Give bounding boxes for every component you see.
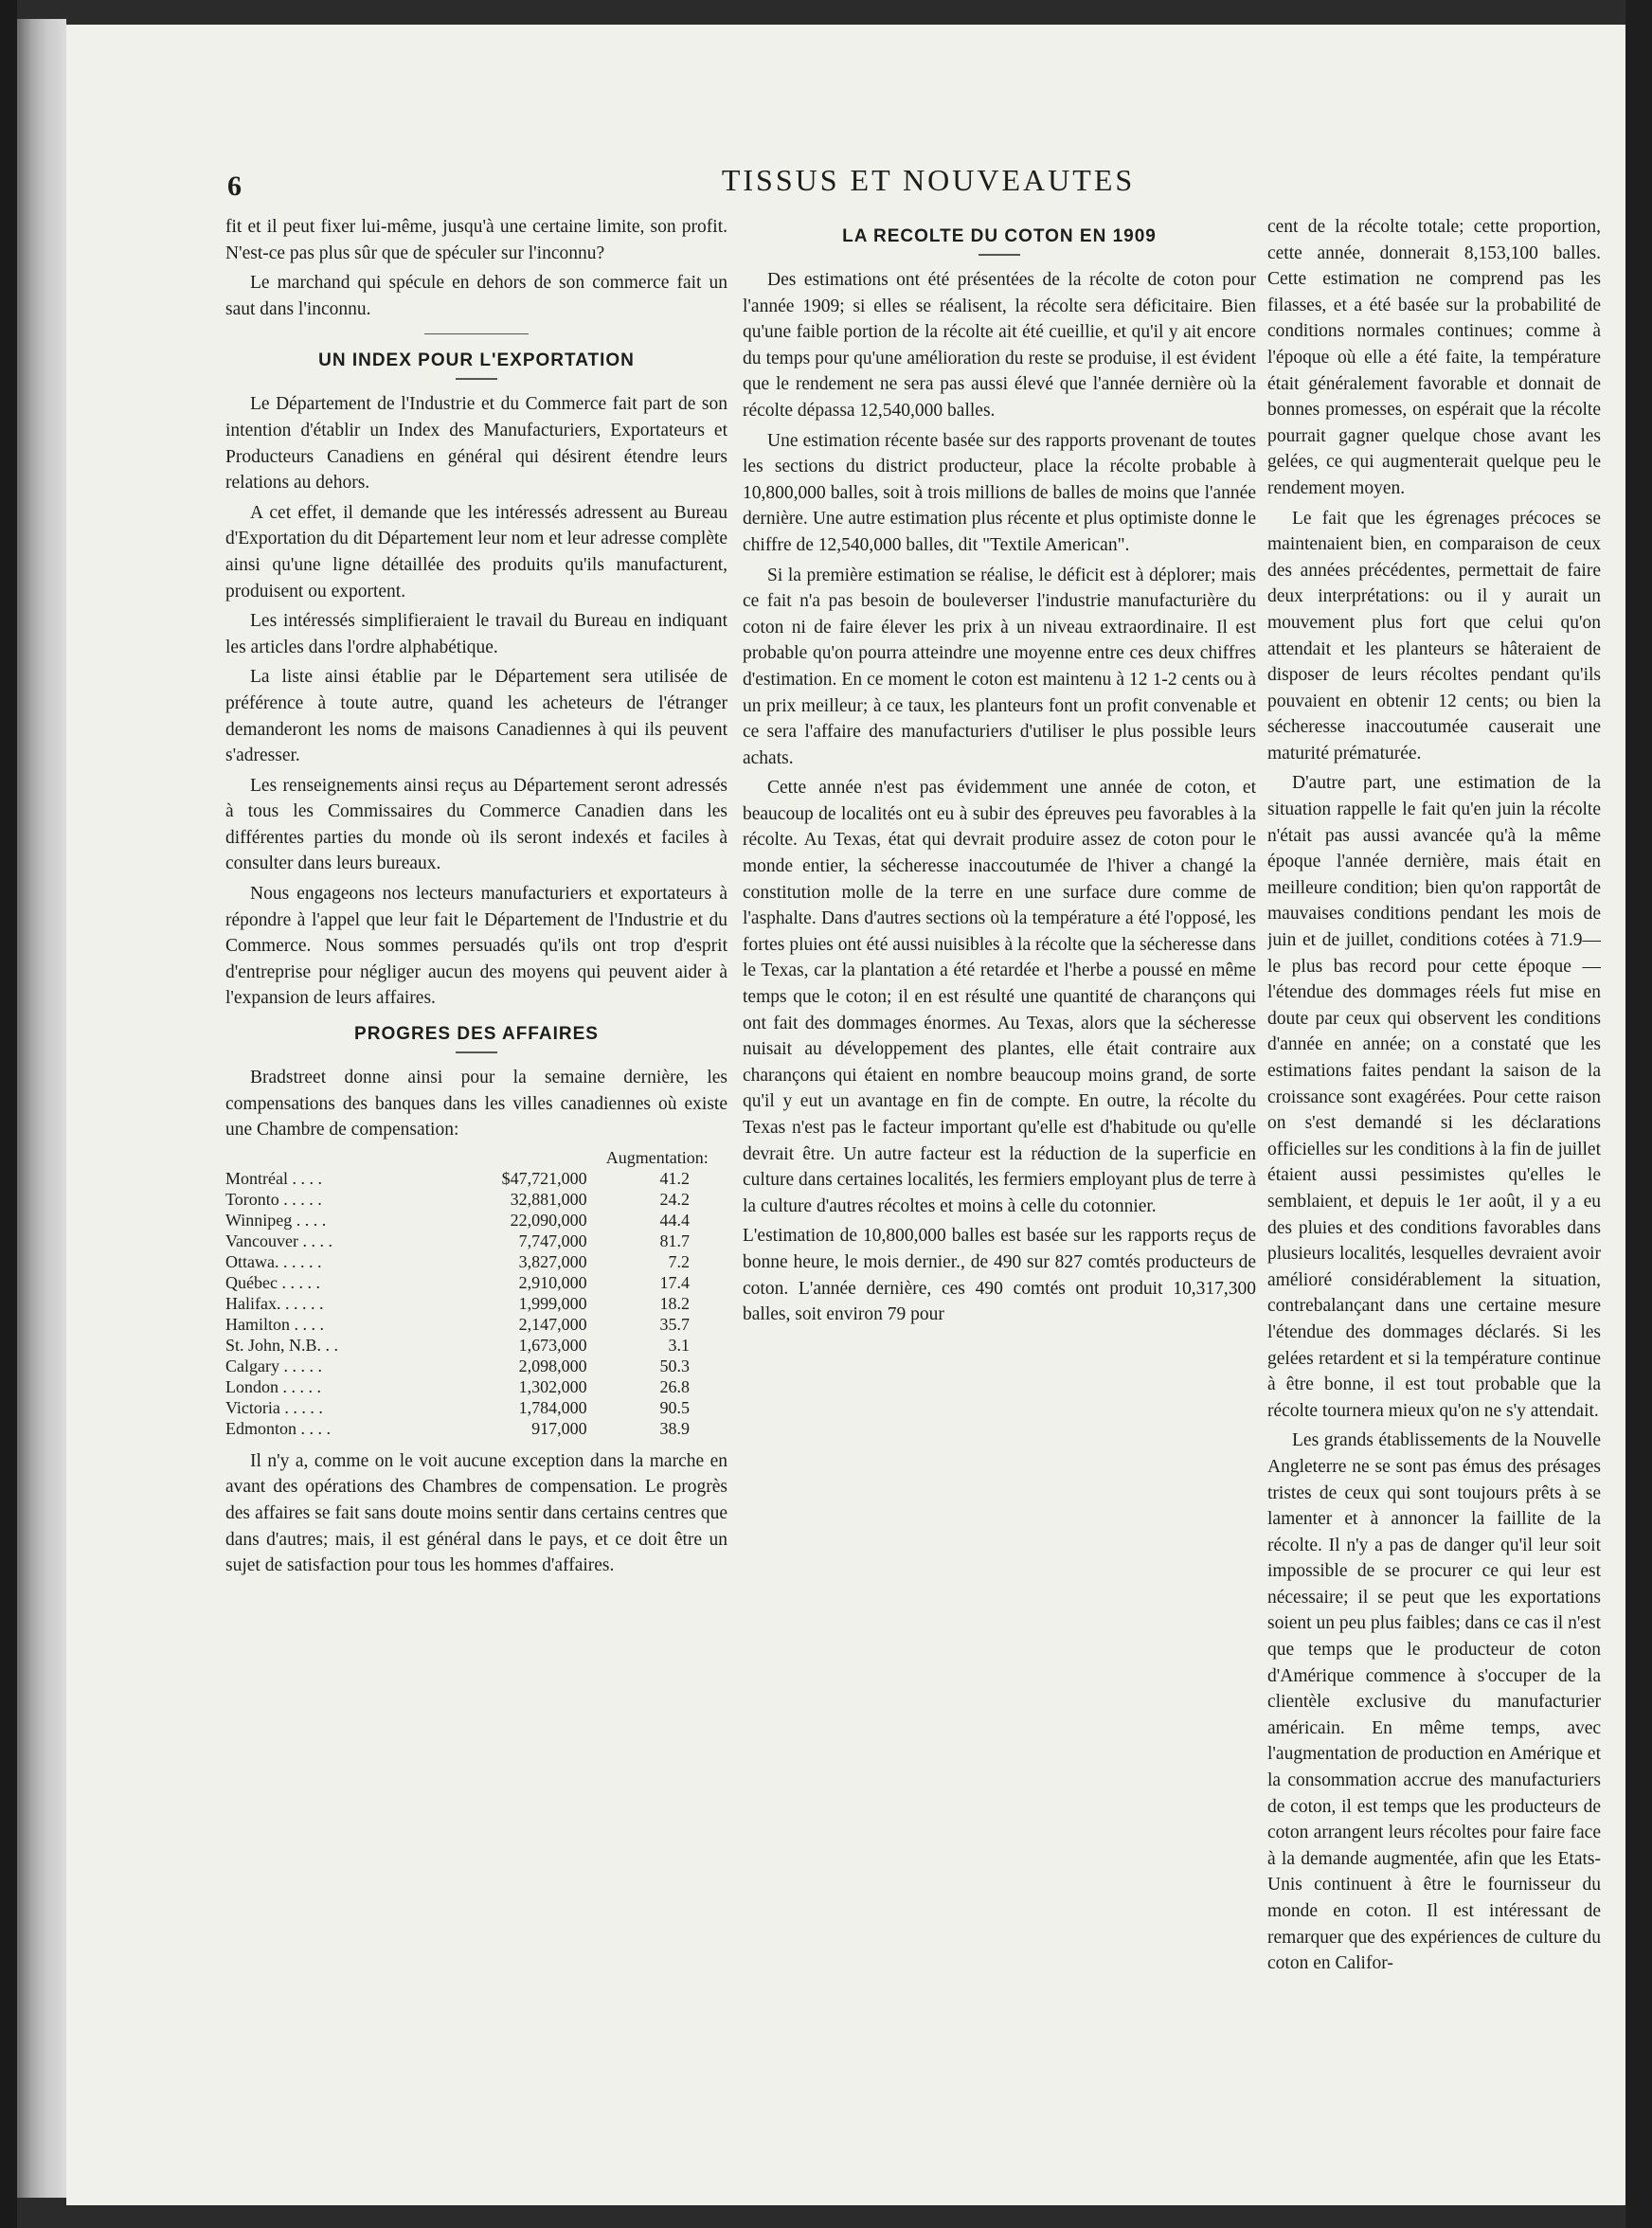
column-3 (1267, 214, 1601, 2090)
increase-cell: 26.8 (659, 1376, 690, 1396)
increase-cell: 17.4 (659, 1272, 690, 1292)
table-row (225, 1314, 727, 1335)
amount-cell: 917,000 (531, 1418, 587, 1438)
page-number: 6 (227, 171, 242, 202)
heading-rule (456, 378, 497, 380)
paragraph: Si la première estimation se réalise, le déficit est à déplorer; mais ce fait n'a pas besoin de bouleverser l'industrie manufacturière du coton ni de faire élever les prix à un niveau extraordinaire. Il est probable qu'on pourra atteindre une moyenne entre ces deux chiffres d'estimation. En ce moment le coton est maintenu à 12 1-2 cents ou à un prix meilleur; à ce taux, les planteurs font un profit convenable et ce sera l'affaire des manufacturiers d'utiliser le plus possible leurs achats. (743, 565, 1256, 768)
amount-cell: 2,147,000 (518, 1314, 587, 1334)
paragraph: Le fait que les égrenages précoces se maintenaient bien, en comparaison de ceux des années précédentes, permettait de faire deux interprétations: ou il y aurait un mouvement plus fort que celui qu'on attendait et les planteurs se hâteraient de disposer de leurs récoltes pendant qu'ils pouvaient en obtenir 12 cents; ou bien la sécheresse inaccoutumée causerait une maturité prématurée. (1267, 508, 1601, 764)
table-row (225, 1189, 727, 1210)
paragraph: La liste ainsi établie par le Département sera utilisée de préférence à toute autre, quand les acheteurs de l'étranger demanderont les noms de maisons Canadiennes à qui ils peuvent s'adresser. (225, 667, 727, 766)
paragraph: Nous engageons nos lecteurs manufacturiers et exportateurs à répondre à l'appel que leur fait le Département de l'Industrie et du Commerce. Nous sommes persuadés qu'ils ont trop d'esprit d'entreprise pour négliger aucun des moyens qui peuvent aider à l'expansion de leurs affaires. (225, 884, 727, 1009)
table-header-city (225, 1147, 466, 1168)
table-row (225, 1210, 727, 1231)
increase-cell: 44.4 (659, 1210, 690, 1230)
paragraph: L'estimation de 10,800,000 balles est basée sur les rapports reçus de bonne heure, le mois dernier., de 490 sur 827 comtés producteurs de coton. L'année dernière, ces 490 comtés ont produit 10,317,300 balles, soit environ 79 pour (743, 1226, 1256, 1325)
city-cell: Victoria . . . . . (225, 1397, 323, 1417)
running-head (66, 157, 1625, 205)
amount-cell: 1,999,000 (518, 1293, 587, 1313)
table-row (225, 1251, 727, 1272)
section-heading-progres: PROGRES DES AFFAIRES (354, 1024, 599, 1045)
section-heading-coton: LA RECOLTE DU COTON EN 1909 (842, 226, 1157, 246)
clearing-house-table (225, 1147, 727, 1439)
amount-cell: 32,881,000 (510, 1189, 587, 1209)
table-header-amount (466, 1147, 586, 1168)
amount-cell: 22,090,000 (510, 1210, 587, 1230)
table-header-increase: Augmentation: (605, 1147, 709, 1167)
heading-rule (979, 254, 1020, 256)
increase-cell: 38.9 (659, 1418, 690, 1438)
table-row (225, 1397, 727, 1418)
continued-paragraph: cent de la récolte totale; cette proportion, cette année, donnerait 8,153,100 balles. Cette estimation ne comprend pas les filasses, et a été basée sur la probabilité de conditions normales continues; comme à l'époque où elle a été faite, la température était généralement favorable et donnait de bonnes promesses, on espérait que la récolte pourrait gagner quelque chose avant les gelées, ce qui augmenterait quelque peu le rendement moyen. (1267, 217, 1601, 498)
column-2 (743, 214, 1256, 2090)
table-row (225, 1231, 727, 1251)
paragraph: Cette année n'est pas évidemment une année de coton, et beaucoup de localités ont eu à subir des épreuves peu favorables à la récolte. Au Texas, état qui devrait produire assez de coton pour le monde entier, la sécheresse inaccoutumée de l'hiver a changé la constitution molle de la terre en une surface dure comme de l'asphalte. Dans d'autres sections où la température a été l'opposé, les fortes pluies ont été aussi nuisibles à la récolte que la sécheresse dans le Texas, car la plantation a été retardée et l'herbe a poussé en même temps que le coton; il en est résulté une quantité de charançons qui ont fait des dommages énormes. Au Texas, alors que la sécheresse nuisait au développement des plantes, elle était contraire aux charançons qui étaient en nombre beaucoup moins grand, de sorte qu'il y eut un avantage en fin de compte. En outre, la récolte du Texas n'est pas le facteur important qu'elle est d'habitude ou qu'elle devrait être. Un autre facteur est la réduction de la superficie en culture dans certaines localités, les fermiers employant plus de terre à la culture d'autres récoltes et moins à celle du cotonnier. (743, 778, 1256, 1216)
section-divider (424, 333, 529, 334)
city-cell: Winnipeg . . . . (225, 1210, 327, 1230)
city-cell: London . . . . . (225, 1376, 321, 1396)
paragraph: A cet effet, il demande que les intéressés adressent au Bureau d'Exportation du dit Département leur nom et leur adresse complète ainsi qu'une ligne détaillée des produits qu'ils manufacturent, produisent ou exportent. (225, 502, 727, 602)
table-row (225, 1376, 727, 1397)
journal-title: TISSUS ET NOUVEAUTES (721, 163, 1136, 197)
continued-paragraph: fit et il peut fixer lui-même, jusqu'à une certaine limite, son profit. N'est-ce pas plus sûr que de spéculer sur l'inconnu? (225, 217, 727, 263)
binding-shadow (0, 0, 17, 2228)
city-cell: Calgary . . . . . (225, 1356, 322, 1375)
amount-cell: 7,747,000 (518, 1231, 587, 1250)
city-cell: Halifax. . . . . . (225, 1293, 324, 1313)
increase-cell: 81.7 (659, 1231, 690, 1250)
city-cell: St. John, N.B. . . (225, 1335, 339, 1355)
page (66, 25, 1625, 2205)
paragraph: Il n'y a, comme on le voit aucune exception dans la marche en avant des opérations des Chambres de compensation. Le progrès des affaires se fait sans doute moins sentir dans certains centres que dans d'autres; mais, il est général dans le pays, et ce doit être un sujet de satisfaction pour tous les hommes d'affaires. (225, 1450, 727, 1576)
amount-cell: 2,098,000 (518, 1356, 587, 1375)
increase-cell: 41.2 (659, 1168, 690, 1188)
city-cell: Edmonton . . . . (225, 1418, 331, 1438)
amount-cell: 1,673,000 (518, 1335, 587, 1355)
binding-page-edges (17, 19, 66, 2198)
amount-cell: 1,784,000 (518, 1397, 587, 1417)
city-cell: Hamilton . . . . (225, 1314, 324, 1334)
paragraph: D'autre part, une estimation de la situation rappelle le fait qu'en juin la récolte n'était pas aussi avancée qu'à la même époque l'année dernière, mais était en meilleure condition; bien qu'on rapportât de mauvaises conditions pendant les mois de juin et de juillet, conditions cotées à 71.9—le plus bas record pour cette époque — l'étendue des dommages réels fut mise en doute par ceux qui observent les conditions d'année en année; on a constaté que les estimations faites pendant la saison de la croissance sont exagérées. Pour cette raison on s'est demandé si les déclarations officielles sur les conditions à la fin de juillet étaient aussi pessimistes qu'elles le semblaient, et depuis le 1er août, il y a eu des pluies et des conditions favorables dans plusieurs localités, lesquelles devraient avoir amélioré considérablement la situation, contrebalançant dans une certaine mesure l'étendue des dommages déclarés. Si les gelées retardent et si la température continue à être bonne, il est tout probable que la récolte tournera mieux qu'on ne s'y attendait. (1267, 773, 1601, 1421)
city-cell: Vancouver . . . . (225, 1231, 332, 1250)
column-1 (225, 214, 727, 2090)
city-cell: Ottawa. . . . . . (225, 1251, 322, 1271)
city-cell: Toronto . . . . . (225, 1189, 322, 1209)
paragraph: Bradstreet donne ainsi pour la semaine dernière, les compensations des banques dans les villes canadiennes où existe une Chambre de compensation: (225, 1068, 727, 1141)
paragraph: Des estimations ont été présentées de la récolte de coton pour l'année 1909; si elles se réalisent, la récolte sera déficitaire. Bien qu'une faible portion de la récolte ait été cueillie, et qu'il y ait encore du temps pour qu'une amélioration du reste se produise, il est évident que le rendement ne sera pas aussi élevé que l'année dernière où la récolte dépassa 12,540,000 balles. (743, 270, 1256, 421)
table-row (225, 1168, 727, 1189)
table-row (225, 1356, 727, 1376)
paragraph: Le marchand qui spécule en dehors de son commerce fait un saut dans l'inconnu. (225, 273, 727, 319)
city-cell: Québec . . . . . (225, 1272, 320, 1292)
section-heading-index: UN INDEX POUR L'EXPORTATION (318, 350, 635, 371)
scan-right-border (1625, 0, 1652, 2228)
paragraph: Le Département de l'Industrie et du Commerce fait part de son intention d'établir un Index des Manufacturiers, Exportateurs et Producteurs Canadiens en général qui désirent étendre leurs relations au dehors. (225, 394, 727, 494)
heading-rule (456, 1051, 497, 1053)
table-row (225, 1335, 727, 1356)
paragraph: Les grands établissements de la Nouvelle Angleterre ne se sont pas émus des présages tristes de ceux qui sont toujours prêts à se lamenter et à annoncer la faillite de la récolte. Il n'y a pas de danger qu'il leur soit impossible de se procurer ce qui leur est nécessaire; il se peut que les exportations soient un peu plus faibles; dans ce cas il n'est que temps que le producteur de coton d'Amérique commence à s'occuper de la clientèle exclusive du manufacturier américain. En même temps, avec l'augmentation de production en Amérique et la consommation accrue des manufacturiers de coton, il est temps que les producteurs de coton arrangent leurs récoltes pour faire face à la demande augmentée, afin que les Etats-Unis continuent à être le fournisseur du monde en coton. Il est intéressant de remarquer que des expériences de culture du coton en Califor- (1267, 1430, 1601, 1974)
paragraph: Une estimation récente basée sur des rapports provenant de toutes les sections du district producteur, place la récolte probable à 10,800,000 balles, soit à trois millions de balles de moins que l'année dernière. Une autre estimation plus récente et plus optimiste donne le chiffre de 12,540,000 balles, dit "Textile American". (743, 430, 1256, 555)
amount-cell: 3,827,000 (518, 1251, 587, 1271)
increase-cell: 3.1 (668, 1335, 690, 1355)
increase-cell: 35.7 (659, 1314, 690, 1334)
increase-cell: 90.5 (659, 1397, 690, 1417)
amount-cell: 2,910,000 (518, 1272, 587, 1292)
paragraph: Les intéressés simplifieraient le travail du Bureau en indiquant les articles dans l'ordre alphabétique. (225, 611, 727, 657)
paragraph: Les renseignements ainsi reçus au Département seront adressés à tous les Commissaires du Commerce Canadien dans les différentes parties du monde où ils seront indexés et faciles à consulter dans leurs bureaux. (225, 775, 727, 874)
amount-cell: 1,302,000 (518, 1376, 587, 1396)
increase-cell: 24.2 (659, 1189, 690, 1209)
table-row (225, 1418, 727, 1439)
increase-cell: 50.3 (659, 1356, 690, 1375)
table-row (225, 1293, 727, 1314)
table-row (225, 1272, 727, 1293)
increase-cell: 18.2 (659, 1293, 690, 1313)
amount-cell: $47,721,000 (501, 1168, 587, 1188)
city-cell: Montréal . . . . (225, 1168, 322, 1188)
increase-cell: 7.2 (668, 1251, 690, 1271)
